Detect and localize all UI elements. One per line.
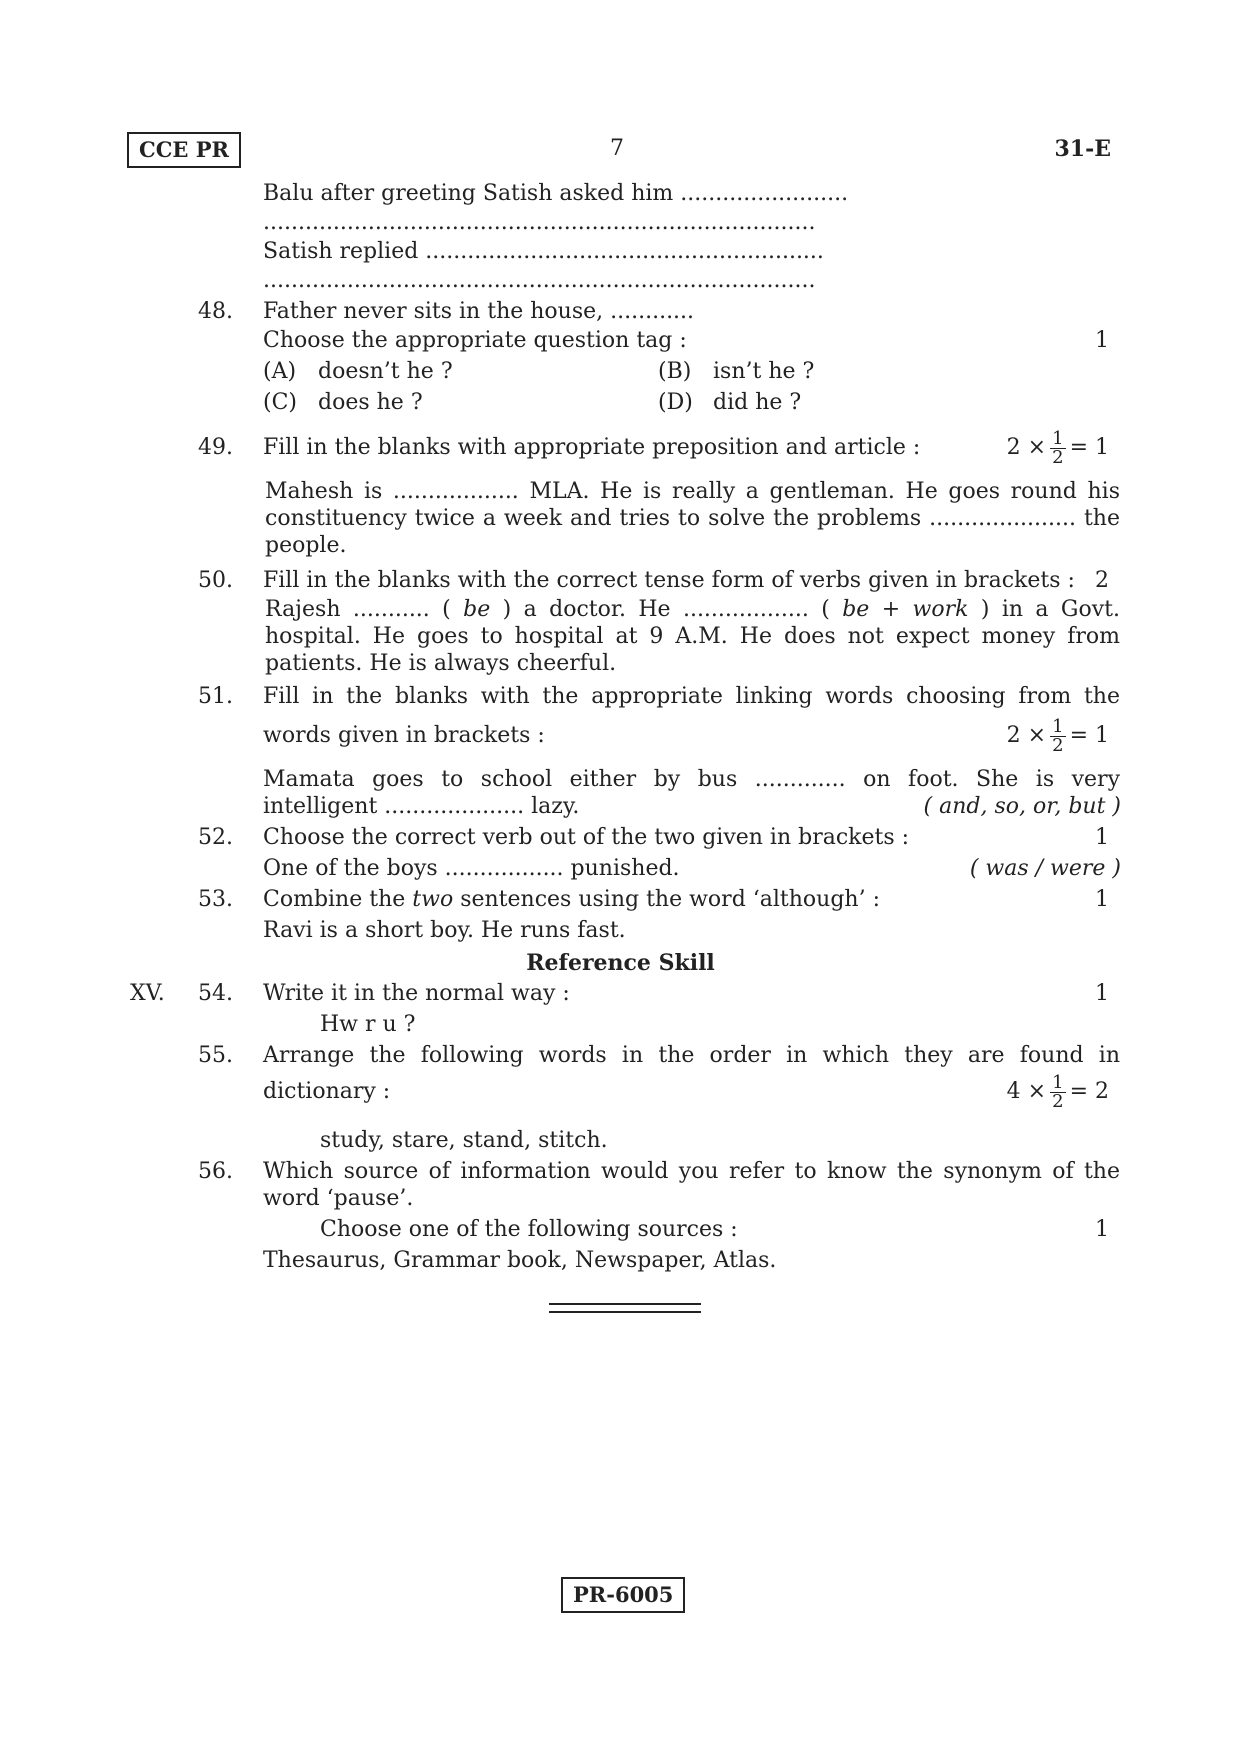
- header-series-box: CCE PR: [127, 132, 241, 168]
- q49-line1: Fill in the blanks with appropriate preposition and article :: [263, 435, 921, 460]
- q53-line1-end: sentences using the word ‘although’ :: [460, 887, 880, 912]
- q52-line2: One of the boys ................. punished.: [263, 856, 680, 881]
- q55-words: study, stare, stand, stitch.: [320, 1128, 608, 1153]
- q51-marks: [1007, 712, 1109, 760]
- q56-line4: Thesaurus, Grammar book, Newspaper, Atlas.: [263, 1248, 777, 1273]
- q53-marks: 1: [1095, 887, 1109, 912]
- q48-option-a-text: doesn’t he ?: [318, 359, 453, 384]
- q50-verb2: be + work: [842, 597, 969, 622]
- q56-line1: Which source of information would you refer to know the synonym of the: [263, 1159, 1120, 1184]
- footer-code-box: PR-6005: [561, 1577, 685, 1613]
- q52-marks: 1: [1095, 825, 1109, 850]
- q48-option-d-label: (D): [658, 390, 693, 415]
- paper-code: 31-E: [1054, 136, 1111, 162]
- q48-marks: 1: [1095, 328, 1109, 353]
- q54-line1: Write it in the normal way :: [263, 981, 570, 1006]
- q51-marks-fraction: [1050, 715, 1065, 756]
- q52-number: 52.: [198, 825, 233, 850]
- q47-line3: Satish replied .........................................................: [263, 239, 824, 264]
- q54-number: 54.: [198, 981, 233, 1006]
- q50-number: 50.: [198, 568, 233, 593]
- q50-line1: Fill in the blanks with the correct tense form of verbs given in brackets :: [263, 568, 1075, 593]
- q49-paragraph: Mahesh is .................. MLA. He is really a gentleman. He goes round his constituency twice a week and tries to solve the problems ..................... the people.: [265, 479, 1120, 558]
- q53-line1-emphasis: two: [412, 887, 454, 912]
- q56-line2: word ‘pause’.: [263, 1186, 414, 1211]
- q48-line1: Father never sits in the house, ............: [263, 299, 695, 324]
- q50-para-a: Rajesh ........... (: [265, 597, 451, 622]
- q49-marks-prefix: 2 ×: [1006, 435, 1047, 460]
- q53-line1: [263, 886, 880, 914]
- end-double-rule: [549, 1303, 701, 1313]
- q54-line2: Hw r u ?: [320, 1012, 416, 1037]
- q53-line1-start: Combine the: [263, 887, 406, 912]
- q53-number: 53.: [198, 887, 233, 912]
- q55-marks-total: = 2: [1069, 1079, 1109, 1104]
- q56-line3: Choose one of the following sources :: [320, 1217, 738, 1242]
- q53-line2: Ravi is a short boy. He runs fast.: [263, 918, 626, 943]
- q47-line2: ...............................................................................: [263, 210, 816, 235]
- q55-marks-fraction: [1050, 1071, 1065, 1112]
- q48-option-d-text: did he ?: [713, 390, 802, 415]
- page-number: 7: [610, 136, 624, 161]
- q50-para-c: ) in a Govt. hospital. He goes to hospital at 9 A.M. He does not expect money from patients. He is always cheerful.: [265, 597, 1120, 676]
- q47-line4: ...............................................................................: [263, 268, 816, 293]
- q55-marks-prefix: 4 ×: [1006, 1079, 1047, 1104]
- q49-marks: [1007, 424, 1109, 472]
- q51-frac-numerator: 1: [1052, 715, 1064, 737]
- q48-number: 48.: [198, 299, 233, 324]
- q51-number: 51.: [198, 684, 233, 709]
- q51-line2: words given in brackets :: [263, 723, 545, 748]
- q48-line2: Choose the appropriate question tag :: [263, 328, 687, 353]
- q50-paragraph: [265, 596, 1120, 677]
- q55-number: 55.: [198, 1043, 233, 1068]
- q47-line1: Balu after greeting Satish asked him ........................: [263, 181, 849, 206]
- q51-choices: ( and, so, or, but ): [923, 794, 1121, 819]
- q54-marks: 1: [1095, 981, 1109, 1006]
- q52-line1: Choose the correct verb out of the two given in brackets :: [263, 825, 910, 850]
- q51-para-line2: intelligent .................... lazy.: [263, 794, 580, 819]
- q51-marks-prefix: 2 ×: [1006, 723, 1047, 748]
- q48-option-b-label: (B): [658, 359, 692, 384]
- q49-frac-denominator: 2: [1052, 446, 1064, 468]
- q51-line1: Fill in the blanks with the appropriate linking words choosing from the: [263, 684, 1120, 709]
- q49-frac-numerator: 1: [1052, 427, 1064, 449]
- q51-marks-total: = 1: [1069, 723, 1109, 748]
- q50-para-b: ) a doctor. He .................. (: [502, 597, 830, 622]
- q55-line2: dictionary :: [263, 1079, 391, 1104]
- q51-frac-denominator: 2: [1052, 734, 1064, 756]
- q56-number: 56.: [198, 1159, 233, 1184]
- q48-option-c-label: (C): [263, 390, 297, 415]
- section-roman-numeral: XV.: [130, 981, 165, 1006]
- section-title: Reference Skill: [526, 950, 715, 976]
- q55-marks: [1007, 1068, 1109, 1116]
- q52-choices: ( was / were ): [969, 856, 1121, 881]
- q55-line1: Arrange the following words in the order in which they are found in: [263, 1043, 1120, 1068]
- q49-number: 49.: [198, 435, 233, 460]
- q49-marks-total: = 1: [1069, 435, 1109, 460]
- q51-para-line1: Mamata goes to school either by bus ............. on foot. She is very: [263, 767, 1120, 792]
- q48-option-b-text: isn’t he ?: [713, 359, 815, 384]
- q48-option-c-text: does he ?: [318, 390, 423, 415]
- q49-marks-fraction: [1050, 427, 1065, 468]
- q48-option-a-label: (A): [263, 359, 297, 384]
- q50-marks: 2: [1095, 568, 1109, 593]
- q50-verb1: be: [463, 597, 491, 622]
- q56-marks: 1: [1095, 1217, 1109, 1242]
- q55-frac-denominator: 2: [1052, 1090, 1064, 1112]
- q55-frac-numerator: 1: [1052, 1071, 1064, 1093]
